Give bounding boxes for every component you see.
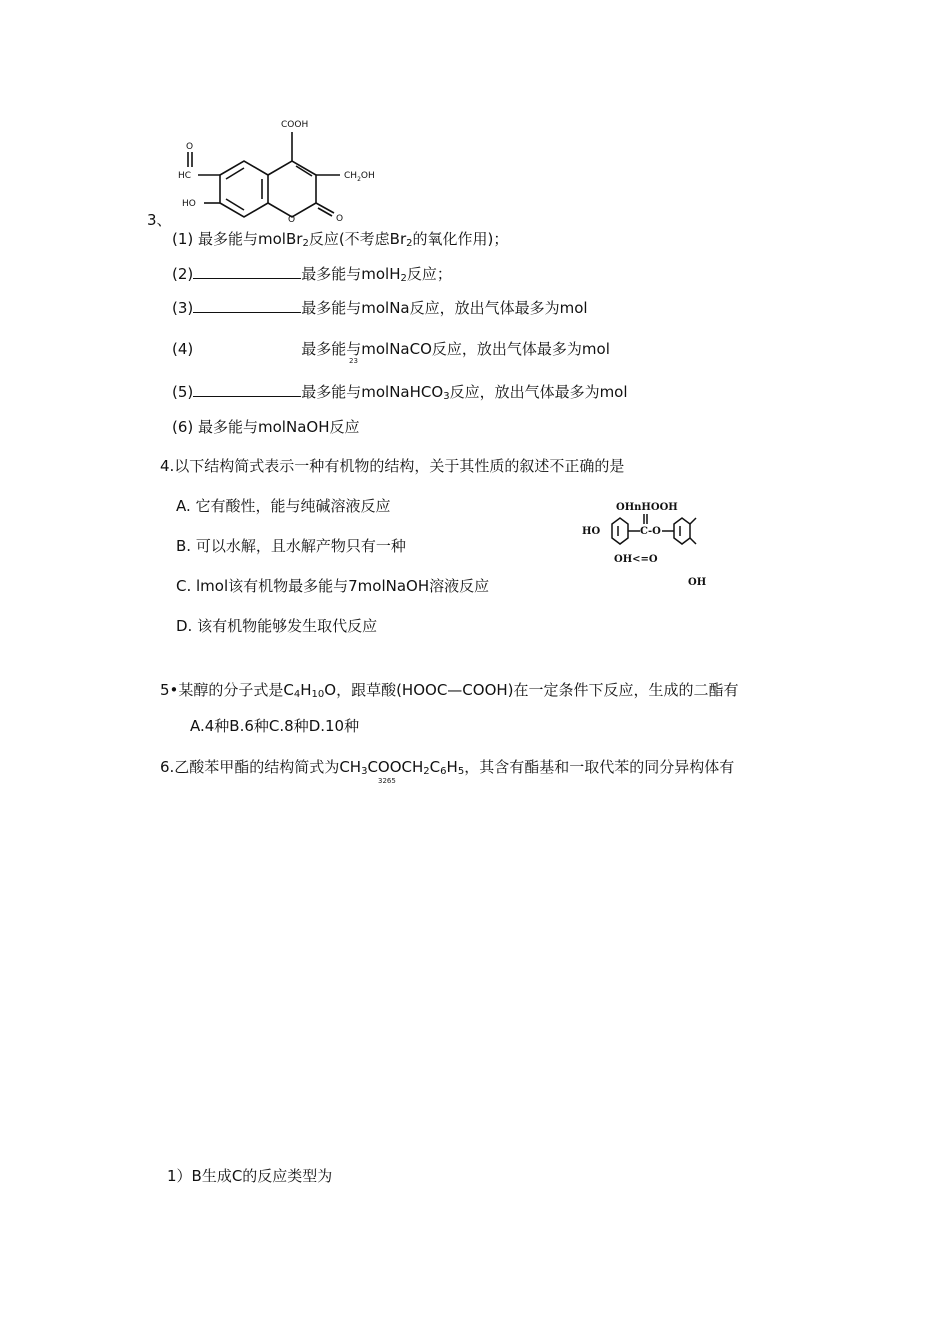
ester-oh-label: OH — [688, 577, 707, 588]
ester-ho-label: HO — [582, 526, 601, 537]
q3-item-6: (6) 最多能与molNaOH反应 — [172, 418, 360, 436]
hc-label: HC — [178, 171, 192, 181]
cooh-label: COOH — [281, 120, 309, 130]
ester-bottom-label: OH<=O — [614, 554, 658, 565]
aldehyde-o-label: O — [186, 142, 194, 152]
q4-option-b: B. 可以水解，且水解产物只有一种 — [176, 537, 406, 555]
q3-item-1: (1) 最多能与molBr$_2$反应(不考虑$Br_2$的氧化作用)； — [172, 230, 509, 249]
ch2oh-label: $CH_2OH$ — [344, 171, 375, 183]
answer-blank[interactable] — [193, 265, 301, 279]
q4-option-a: A. 它有酸性，能与纯碱溶液反应 — [176, 497, 391, 515]
q4-option-c: C. lmol该有机物最多能与7molNaOH溶液反应 — [176, 577, 490, 595]
question-3-number: 3、 — [147, 211, 172, 229]
question-4-stem: 4.以下结构简式表示一种有机物的结构，关于其性质的叙述不正确的是 — [160, 457, 625, 475]
q6-subscript-note: 3265 — [378, 777, 396, 785]
answer-blank[interactable] — [193, 383, 301, 397]
footer-question: 1）B生成C的反应类型为 — [167, 1167, 333, 1185]
ring-o-label: O — [288, 215, 296, 225]
q3-item-4: (4) 最多能与molNaCO反应，放出气体最多为mol — [172, 340, 610, 358]
ho-label: HO — [182, 199, 196, 209]
ester-structure-diagram — [578, 496, 728, 591]
ester-co-label: C-O — [640, 526, 661, 537]
q5-options: A.4种B.6种C.8种D.10种 — [190, 717, 360, 735]
q3-item-2: (2) 最多能与molH$_2$反应； — [172, 265, 452, 284]
ester-top-label: OHnHOOH — [616, 502, 678, 513]
carbonyl-o-label: O — [336, 214, 344, 224]
q3-item-5: (5) 最多能与molNaHCO$_3$反应，放出气体最多为mol — [172, 383, 628, 402]
q3-item-3: (3) 最多能与molNa反应，放出气体最多为mol — [172, 299, 588, 317]
q4-option-d: D. 该有机物能够发生取代反应 — [176, 617, 378, 635]
question-5-stem: 5•某醇的分子式是$C_4H_{10}O$，跟草酸(HOOC—COOH)在一定条件下反应，生成的二酯有 — [160, 681, 739, 700]
q3-item-4-subscript: 23 — [349, 357, 358, 365]
answer-blank[interactable] — [193, 299, 301, 313]
question-6-stem: 6.乙酸苯甲酯的结构简式为$CH_3COOCH_2C_6H_5$，其含有酯基和一取代苯的同分异构体有 — [160, 758, 735, 777]
coumarin-structure-diagram — [168, 112, 418, 227]
